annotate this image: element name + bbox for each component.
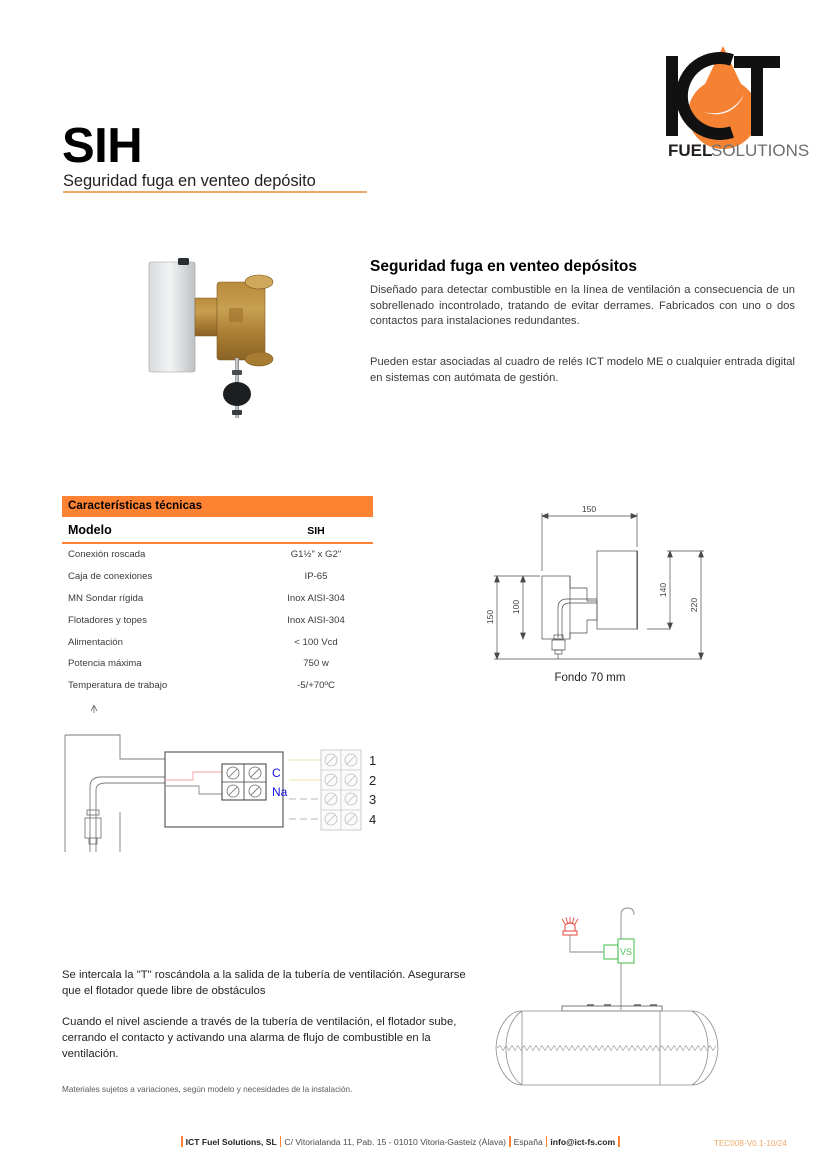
arrow-left-150: [542, 514, 548, 519]
body-left-block: [542, 576, 570, 639]
terminal-number-2: 2: [369, 773, 377, 788]
pipe-top-wall: [65, 735, 165, 759]
beacon-dome: [565, 923, 575, 931]
dim-label-right-inner: 140: [658, 582, 668, 598]
page-subtitle: Seguridad fuga en venteo depósito: [63, 172, 316, 190]
arrow-up-140: [668, 551, 673, 557]
tank-installation-diagram: [482, 895, 772, 1085]
page-title: SIH: [62, 119, 143, 173]
float-body: [223, 382, 251, 406]
terminal-number-3: 3: [369, 792, 377, 807]
spec-value: -5/+70ºC: [297, 680, 335, 692]
terminal-number-4: 4: [369, 812, 377, 827]
footer-company: ICT Fuel Solutions, SL: [185, 1136, 277, 1147]
spec-value: < 100 Vcd: [294, 636, 338, 648]
spec-header-label: Modelo: [68, 523, 112, 537]
arrow-dn-100: [521, 633, 526, 639]
spec-value: Inox AISI-304: [287, 614, 345, 626]
elbow-outer: [90, 777, 165, 852]
float-body-wd: [85, 818, 101, 838]
table-row: [62, 631, 373, 653]
logo-tagline-light: SOLUTIONS: [711, 141, 810, 160]
spec-label: MN Sondar rígida: [68, 592, 144, 604]
spec-table-header-row: [62, 517, 373, 544]
spec-value: IP-65: [304, 571, 328, 583]
wiring-diagram-svg: [57, 702, 397, 852]
table-row: [62, 675, 373, 697]
float-body-dim: [552, 640, 565, 650]
dim-label-top-width: 150: [581, 504, 597, 514]
enclosure-front: [597, 551, 637, 629]
tank-diagram-svg: [482, 895, 772, 1085]
tee-top-port: [245, 275, 273, 289]
terminal-number-1: 1: [369, 753, 377, 768]
wire-red: [165, 772, 222, 780]
arrow-up-100: [521, 576, 526, 582]
arrow-dn-220: [699, 653, 704, 659]
rod-stop-upper: [232, 370, 242, 375]
intro-paragraph-2: Pueden estar asociadas al cuadro de relés ICT modelo ME o cualquier entrada digital en sistemas con autómata de gestión.: [370, 356, 795, 384]
dimension-drawing: [452, 483, 764, 698]
spec-label: Flotadores y topes: [68, 614, 147, 626]
table-row: [62, 544, 373, 566]
dimension-caption: Fondo 70 mm: [554, 672, 626, 684]
footer-separator-icon: [280, 1136, 282, 1147]
page-footer: [0, 1136, 828, 1158]
spec-label: Potencia máxima: [68, 658, 142, 670]
dim-label-left-inner: 100: [511, 599, 521, 615]
terminal-label-c: C: [272, 766, 281, 780]
liquid-level-line: [497, 1046, 716, 1051]
float-stop-bottom: [555, 650, 562, 654]
logo-letter-t-stem: [751, 56, 763, 136]
alarm-wire: [570, 935, 604, 952]
cable-gland: [178, 258, 189, 265]
installation-note-1: Se intercala la "T" roscándola a la salida de la tubería de ventilación. Asegurarse que el flotador quede libre de obstáculos: [62, 969, 466, 997]
title-underline-rule: [63, 191, 367, 193]
arrow-up-220: [699, 551, 704, 557]
arrow-dn-150l: [495, 653, 500, 659]
tee-marking: [229, 308, 243, 322]
table-row: [62, 653, 373, 675]
spec-value: 750 w: [303, 658, 329, 670]
footer-contact-line: [178, 1136, 623, 1147]
installation-note-2: Cuando el nivel asciende a través de la tubería de ventilación, el flotador sube, cerrando el contacto y activando una alarma de flujo de combustible en la ventilación.: [62, 1016, 457, 1060]
vent-pipe-goose: [621, 908, 634, 939]
wire-gray: [165, 786, 222, 794]
wiring-diagram: [57, 702, 397, 852]
intro-paragraph-1: Diseñado para detectar combustible en la línea de ventilación a consecuencia de un sobrellenado incontrolado, tratando de evitar derrames. Fabricados con uno o dos contactos para instalaciones redundantes.: [370, 284, 795, 327]
terminal-label-na: Na: [272, 785, 288, 799]
relay-box: [604, 945, 618, 959]
beacon-base: [563, 931, 577, 935]
footer-country: España: [513, 1136, 543, 1147]
alarm-beacon-icon: [562, 917, 578, 935]
table-row: [62, 566, 373, 588]
spec-value: G1½" x G2": [290, 549, 342, 561]
footer-separator-icon: [546, 1136, 548, 1147]
logo-svg: [648, 38, 810, 168]
elbow-inner: [96, 783, 165, 852]
spec-table-banner: Características técnicas: [62, 496, 373, 517]
spec-label: Alimentación: [68, 636, 123, 648]
connection-box: [149, 262, 195, 372]
terminal-block-internal: [222, 764, 266, 800]
footer-separator-icon: [618, 1136, 620, 1147]
footer-separator-icon: [509, 1136, 511, 1147]
spec-label: Conexión roscada: [68, 549, 146, 561]
arrow-up-150l: [495, 576, 500, 582]
sensor-label: VS: [620, 947, 633, 957]
spec-header-value: SIH: [307, 525, 325, 537]
dim-label-left-outer: 150: [485, 609, 495, 625]
spec-label: Caja de conexiones: [68, 571, 153, 583]
footer-email[interactable]: info@ict-fs.com: [550, 1136, 616, 1147]
table-row: [62, 609, 373, 631]
spec-label: Temperatura de trabajo: [68, 680, 168, 692]
specifications-table: [62, 496, 373, 696]
arrow-dn-140: [668, 623, 673, 629]
dim-label-right-outer: 220: [689, 597, 699, 613]
product-photo-svg: [133, 252, 308, 424]
table-row: [62, 588, 373, 610]
company-logo: [648, 38, 810, 168]
dimension-drawing-svg: [452, 483, 764, 698]
rod-stop-lower: [232, 410, 242, 415]
document-code: TEC008-V0.1-10/24: [714, 1139, 787, 1148]
logo-tagline-bold: FUEL: [668, 141, 713, 160]
intro-heading: Seguridad fuga en venteo depósitos: [370, 258, 637, 275]
arrow-right-150: [631, 514, 637, 519]
brass-neck: [195, 298, 217, 336]
materials-disclaimer: Materiales sujetos a variaciones, según modelo y necesidades de la instalación.: [62, 1085, 353, 1094]
tank-manhole-plate: [562, 1006, 662, 1011]
external-terminal-strip: [321, 750, 361, 830]
spec-value: Inox AISI-304: [287, 592, 345, 604]
footer-address: C/ Vitorialanda 11, Pab. 15 - 01010 Vitoria-Gasteiz (Álava): [284, 1136, 507, 1147]
footer-separator-icon: [181, 1136, 183, 1147]
body-step-profile: [570, 576, 597, 639]
product-photo: [133, 252, 308, 424]
tee-bottom-port: [245, 352, 273, 366]
float-stop-upper-wd: [87, 810, 99, 815]
